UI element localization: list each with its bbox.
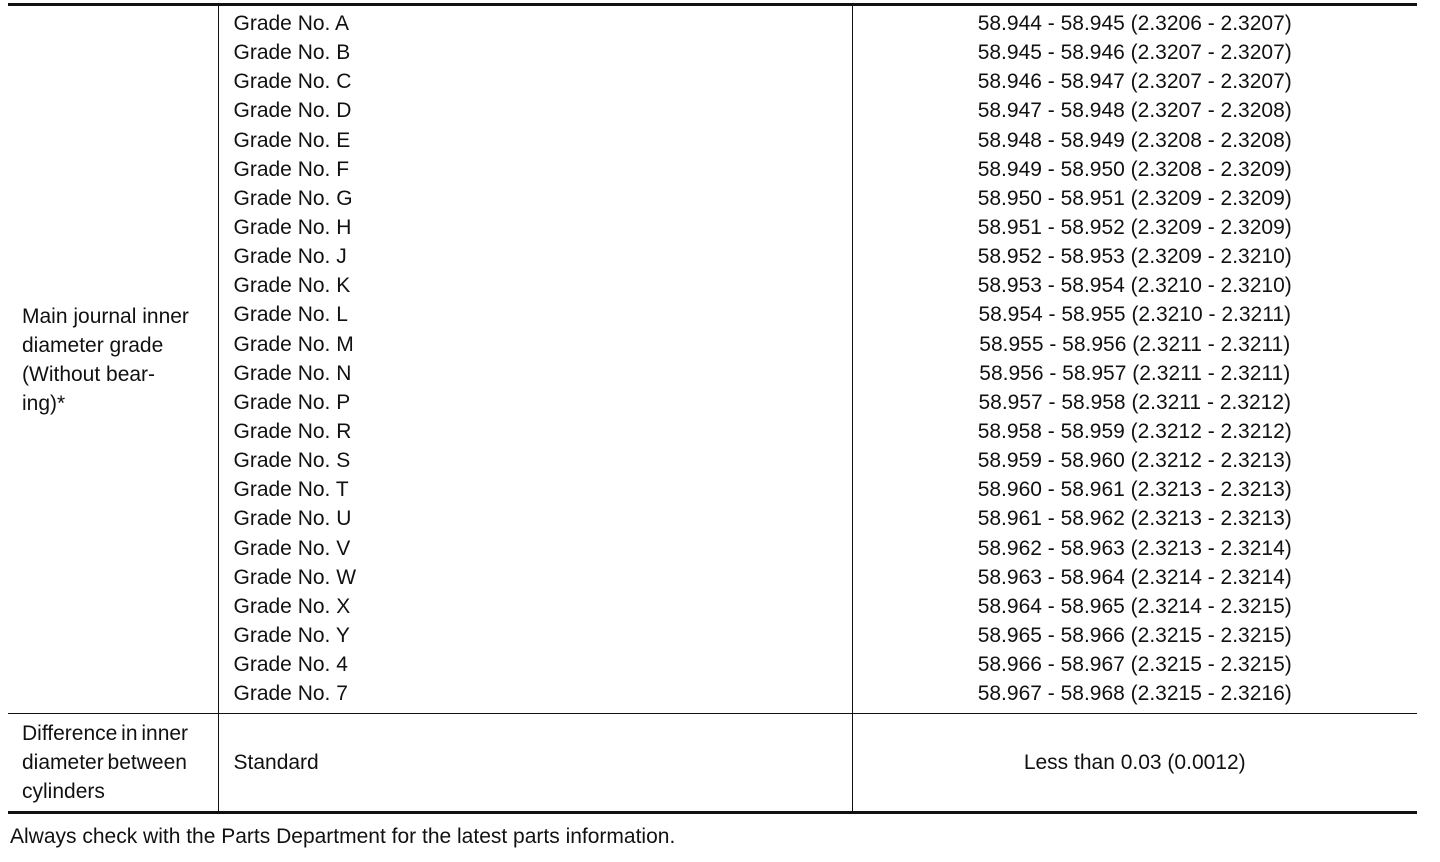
grade-item: Grade No. E [233, 128, 351, 152]
journal-grade-label-line: ing)* [22, 391, 66, 415]
grade-item: Grade No. K [233, 274, 351, 298]
journal-grade-label-line: Main journal inner [22, 304, 189, 328]
grade-item: Grade No. F [233, 157, 350, 181]
grade-value-item: 58.951 - 58.952 (2.3209 - 2.3209) [977, 215, 1292, 239]
grade-value-item: 58.958 - 58.959 (2.3212 - 2.3212) [977, 419, 1292, 443]
difference-label-line: diameter between [22, 751, 187, 775]
footnote: Always check with the Parts Department for the latest parts information. [10, 825, 676, 848]
grade-item: Grade No. P [233, 390, 351, 414]
grade-value-item: 58.944 - 58.945 (2.3206 - 2.3207) [977, 12, 1292, 35]
difference-label [8, 714, 218, 813]
grade-value-item: 58.960 - 58.961 (2.3213 - 2.3213) [977, 478, 1292, 502]
grade-value-item: 58.949 - 58.950 (2.3208 - 2.3209) [977, 157, 1292, 181]
grade-value-item: 58.945 - 58.946 (2.3207 - 2.3207) [977, 41, 1292, 65]
difference-value: Less than 0.03 (0.0012) [852, 714, 1417, 813]
grade-value-item: 58.957 - 58.958 (2.3211 - 2.3212) [978, 390, 1291, 414]
grade-value-item: 58.962 - 58.963 (2.3213 - 2.3214) [977, 536, 1292, 560]
journal-grade-label-line: diameter grade [22, 333, 164, 357]
value-list [853, 9, 1418, 708]
grade-item: Grade No. C [233, 70, 352, 94]
difference-label-line: Difference in inner [22, 722, 189, 746]
grade-item: Grade No. H [233, 215, 352, 239]
grade-item: Grade No. G [233, 186, 353, 210]
grade-item: Grade No. U [233, 507, 352, 531]
grade-item: Grade No. T [233, 478, 349, 502]
grade-item: Grade No. R [233, 419, 352, 443]
grade-value-item: 58.964 - 58.965 (2.3214 - 2.3215) [977, 594, 1292, 618]
grade-item: Grade No. X [233, 594, 351, 618]
grade-value-item: 58.955 - 58.956 (2.3211 - 2.3211) [979, 332, 1291, 356]
grade-item: Grade No. B [233, 41, 351, 65]
journal-grade-row [8, 5, 1417, 714]
grade-item: Grade No. Y [233, 623, 350, 647]
grade-value-item: 58.956 - 58.957 (2.3211 - 2.3211) [979, 361, 1291, 385]
difference-grade: Standard [218, 714, 852, 813]
grade-value-item: 58.946 - 58.947 (2.3207 - 2.3207) [977, 70, 1292, 94]
grade-item: Grade No. J [233, 245, 347, 269]
grade-value-item: 58.953 - 58.954 (2.3210 - 2.3210) [977, 274, 1292, 298]
spec-table [8, 3, 1417, 814]
grade-item: Grade No. A [233, 12, 350, 35]
grade-item: Grade No. V [233, 536, 351, 560]
grade-value-item: 58.963 - 58.964 (2.3214 - 2.3214) [977, 565, 1292, 589]
grade-item: Grade No. M [233, 332, 354, 356]
grade-item: Grade No. 7 [233, 682, 348, 706]
grade-item: Grade No. N [233, 361, 352, 385]
grade-value-item: 58.961 - 58.962 (2.3213 - 2.3213) [977, 507, 1292, 531]
grade-item: Grade No. 4 [233, 653, 348, 677]
grade-list [219, 9, 852, 708]
grade-item: Grade No. D [233, 99, 352, 123]
grade-column [218, 5, 852, 714]
grade-value-item: 58.952 - 58.953 (2.3209 - 2.3210) [977, 245, 1292, 269]
grade-value-item: 58.950 - 58.951 (2.3209 - 2.3209) [977, 186, 1292, 210]
difference-label-line: cylinders [22, 780, 105, 804]
value-column [852, 5, 1417, 714]
grade-item: Grade No. S [233, 449, 351, 473]
grade-item: Grade No. W [233, 565, 357, 589]
grade-item: Grade No. L [233, 303, 348, 327]
journal-grade-label-line: (Without bear- [22, 362, 156, 386]
difference-row [8, 714, 1417, 813]
grade-value-item: 58.965 - 58.966 (2.3215 - 2.3215) [977, 623, 1292, 647]
journal-grade-label [8, 5, 218, 714]
grade-value-item: 58.959 - 58.960 (2.3212 - 2.3213) [977, 449, 1292, 473]
grade-value-item: 58.967 - 58.968 (2.3215 - 2.3216) [977, 682, 1292, 706]
grade-value-item: 58.966 - 58.967 (2.3215 - 2.3215) [977, 653, 1292, 677]
grade-value-item: 58.954 - 58.955 (2.3210 - 2.3211) [978, 303, 1291, 327]
grade-value-item: 58.947 - 58.948 (2.3207 - 2.3208) [977, 99, 1292, 123]
grade-value-item: 58.948 - 58.949 (2.3208 - 2.3208) [977, 128, 1292, 152]
